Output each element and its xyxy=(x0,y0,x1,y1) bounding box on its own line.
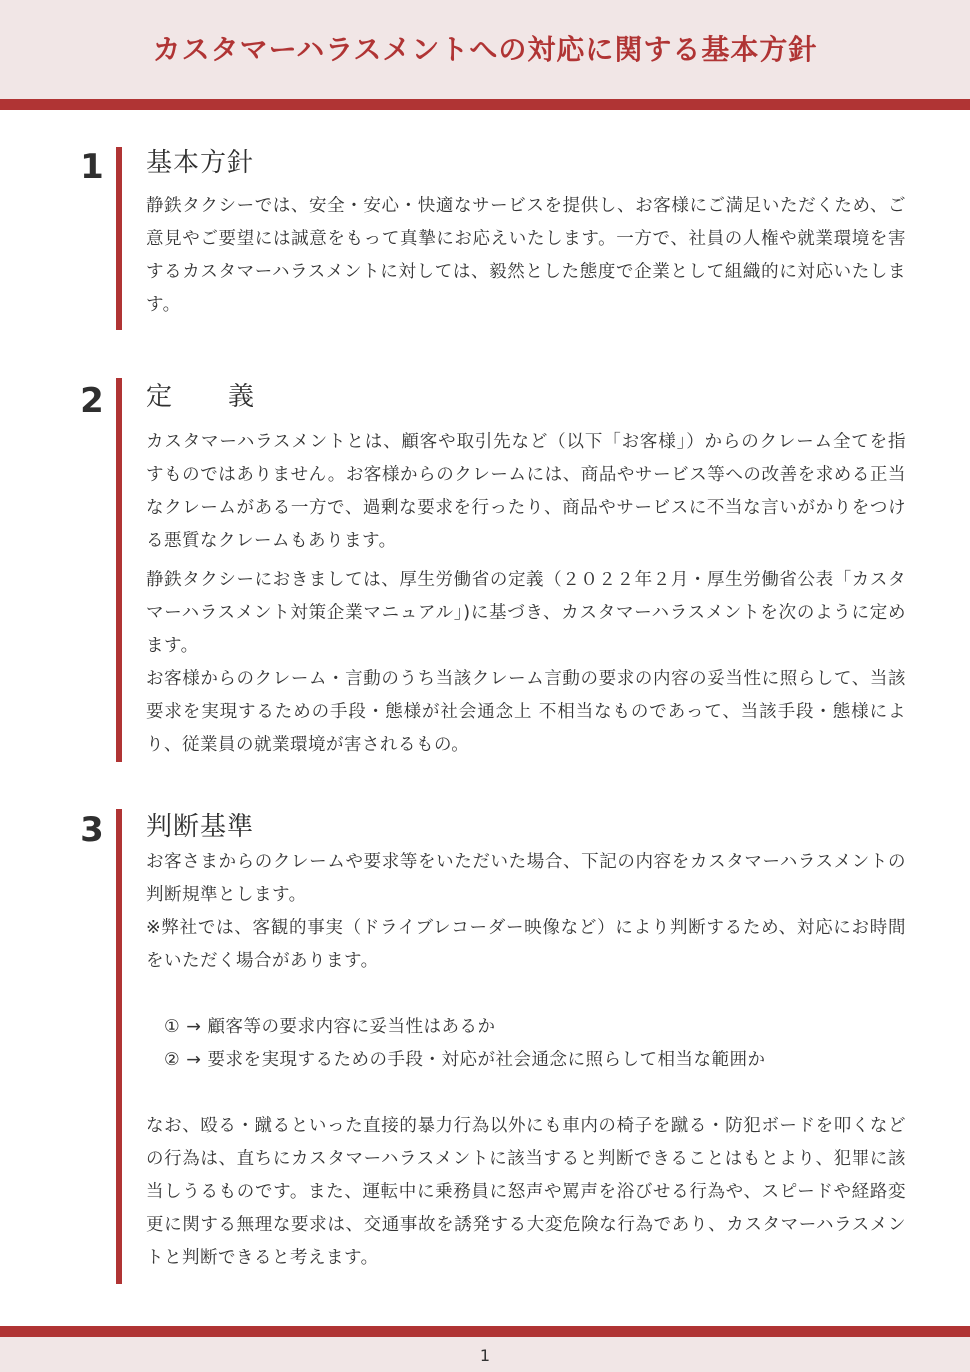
section-paragraph: カスタマーハラスメントとは、顧客や取引先など（以下「お客様」）からのクレーム全てを指すものではありません。お客様からのクレームには、商品やサービス等への改善を求める正当なクレームがある一方で、過剰な要求を行ったり、商品やサービスに不当な言いがかりをつける悪質なクレームもあります。 xyxy=(146,432,906,551)
section-heading: 判断基準 xyxy=(146,812,255,842)
section-paragraph: ※弊社では、客観的事実（ドライブレコーダー映像など）により判断するため、対応にお時間をいただく場合があります。 xyxy=(146,918,906,971)
page-title: カスタマーハラスメントへの対応に関する基本方針 xyxy=(152,33,818,66)
footer-band xyxy=(0,1337,970,1372)
section-rule xyxy=(116,147,122,330)
header-band xyxy=(0,0,970,99)
section-closing-paragraph: なお、殴る・蹴るといった直接的暴力行為以外にも車内の椅子を蹴る・防犯ボードを叩くなどの行為は、直ちにカスタマーハラスメントに該当すると判断できることはもとより、犯罪に該当しうるものです。また、運転中に乗務員に怒声や罵声を浴びせる行為や、スピードや経路変更に関する無理な要求は、交通事故を誘発する大変危険な行為であり、カスタマーハラスメントと判断できると考えます。 xyxy=(146,1116,906,1268)
section-number: 2 xyxy=(80,381,104,421)
section-number: 3 xyxy=(80,810,104,850)
section-heading: 定義 xyxy=(146,382,311,412)
footer-accent-bar xyxy=(0,1326,970,1337)
page-number: 1 xyxy=(479,1346,491,1365)
section-paragraph: 静鉄タクシーでは、安全・安心・快適なサービスを提供し、お客様にご満足いただくため、ご意見やご要望には誠意をもって真摯にお応えいたします。一方で、社員の人権や就業環境を害するカスタマーハラスメントに対しては、毅然とした態度で企業として組織的に対応いたします。 xyxy=(146,196,906,315)
section-heading: 基本方針 xyxy=(146,148,255,178)
section-number: 1 xyxy=(80,147,104,187)
section-paragraph: お客様からのクレーム・言動のうち当該クレーム言動の要求の内容の妥当性に照らして、当該要求を実現するための手段・態様が社会通念上 不相当なものであって、当該手段・態様により、従業員の就業環境が害されるもの。 xyxy=(146,669,906,755)
section-paragraph: 静鉄タクシーにおきましては、厚生労働省の定義（２０２２年２月・厚生労働省公表「カスタマーハラスメント対策企業マニュアル」)に基づき、カスタマーハラスメントを次のように定めます。 xyxy=(146,570,906,656)
section-paragraph: お客さまからのクレームや要求等をいただいた場合、下記の内容をカスタマーハラスメントの判断規準とします。 xyxy=(146,852,906,905)
header-accent-bar xyxy=(0,99,970,110)
criteria-item: ① → 顧客等の要求内容に妥当性はあるか xyxy=(164,1017,496,1037)
criteria-item: ② → 要求を実現するための手段・対応が社会通念に照らして相当な範囲か xyxy=(164,1050,766,1070)
section-rule xyxy=(116,809,122,1284)
section-rule xyxy=(116,378,122,762)
